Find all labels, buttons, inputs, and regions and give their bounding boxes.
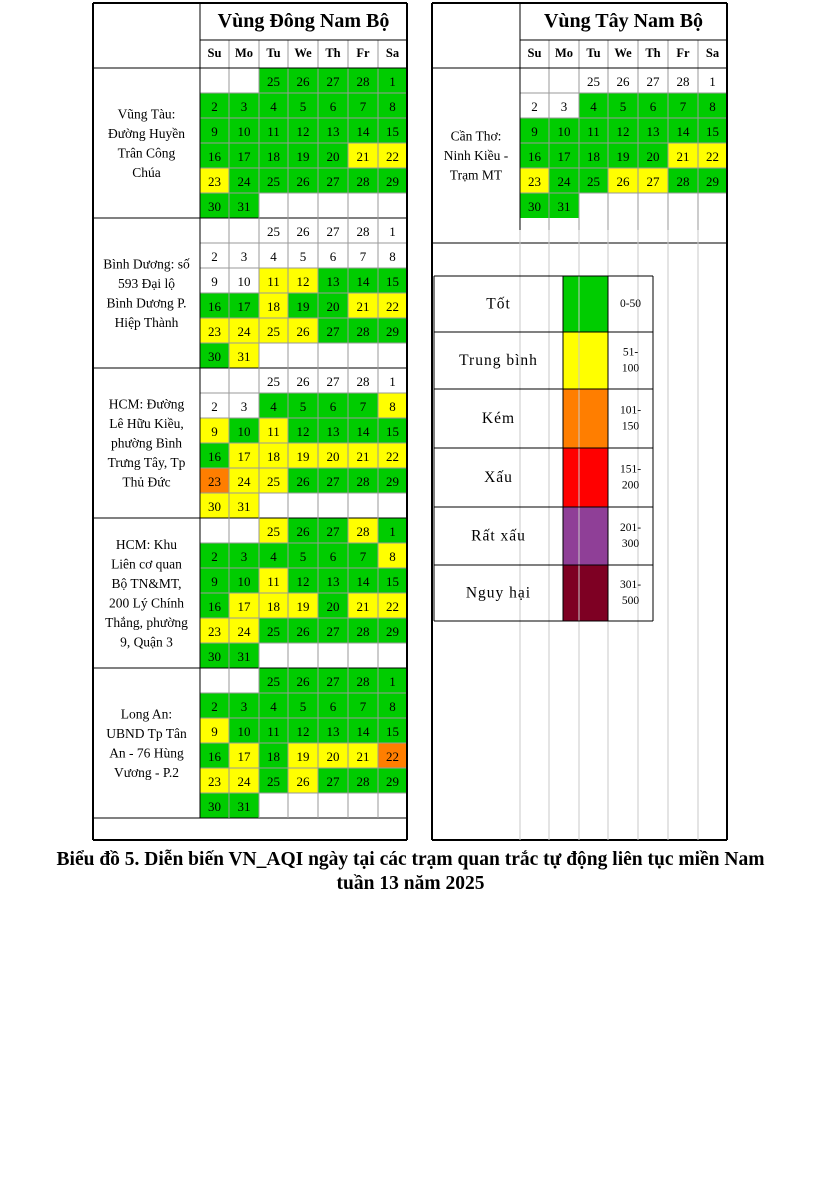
legend-range-part: 51-: [622, 346, 639, 359]
day-number: 23: [208, 624, 221, 639]
station-name-line: Thủ Đức: [122, 474, 171, 490]
day-number: 3: [240, 399, 248, 414]
day-number: 2: [211, 99, 218, 114]
region-title: Vùng Đông Nam Bộ: [217, 10, 390, 32]
day-number: 23: [528, 174, 541, 189]
day-number: 6: [329, 549, 337, 564]
day-number: 30: [208, 349, 221, 364]
legend-range-part: 300: [621, 538, 640, 550]
day-number: 21: [356, 749, 370, 764]
day-number: 17: [237, 149, 251, 164]
day-number: 29: [386, 774, 399, 789]
day-number: 30: [208, 649, 221, 664]
day-number: 31: [557, 199, 571, 214]
day-number: 22: [386, 299, 399, 314]
day-number: 22: [386, 449, 399, 464]
day-number: 15: [386, 574, 399, 589]
day-number: 26: [296, 224, 310, 239]
caption-line-2: tuần 13 năm 2025: [336, 873, 485, 894]
legend-label: Trung bình: [459, 352, 538, 369]
day-number: 11: [587, 124, 600, 139]
day-number: 14: [356, 124, 370, 139]
day-number: 27: [326, 374, 340, 389]
day-number: 3: [560, 99, 568, 114]
day-number: 7: [359, 699, 367, 714]
legend-range-part: 100: [621, 362, 640, 375]
day-number: 23: [208, 324, 221, 339]
day-number: 14: [356, 274, 370, 289]
station-name-line: Cần Thơ:: [450, 128, 502, 144]
day-number: 6: [329, 699, 337, 714]
day-number: 12: [296, 274, 310, 289]
station-name-line: Đường Huyền: [107, 125, 186, 141]
day-number: 10: [237, 124, 251, 139]
day-number: 31: [237, 799, 251, 814]
station-name-line: phường Bình: [110, 435, 183, 451]
day-number: 4: [270, 99, 277, 114]
day-number: 26: [296, 624, 310, 639]
day-number: 10: [237, 274, 251, 289]
day-number: 17: [237, 449, 251, 464]
day-number: 25: [587, 174, 600, 189]
day-number: 26: [296, 324, 310, 339]
day-number: 26: [296, 74, 310, 89]
day-number: 23: [208, 174, 221, 189]
station-name-line: Trạm MT: [449, 167, 503, 183]
weekday-label: Tu: [586, 46, 601, 60]
day-number: 16: [208, 149, 221, 164]
day-number: 13: [326, 124, 340, 139]
day-number: 31: [237, 499, 251, 514]
day-number: 1: [389, 524, 396, 539]
day-number: 20: [326, 149, 340, 164]
weekday-label: Su: [527, 46, 542, 60]
day-number: 25: [587, 74, 600, 89]
day-number: 26: [616, 174, 630, 189]
weekday-label: Su: [207, 46, 222, 60]
legend-range: 0-50: [619, 298, 642, 310]
day-number: 16: [208, 299, 221, 314]
day-number: 1: [389, 374, 396, 389]
day-number: 7: [679, 99, 687, 114]
day-number: 4: [590, 99, 597, 114]
weekday-label: Fr: [676, 46, 690, 60]
day-number: 28: [356, 324, 370, 339]
station-name-line: 200 Lý Chính: [108, 595, 185, 611]
legend-range-part: 201-: [619, 522, 642, 534]
weekday-label: Tu: [266, 46, 281, 60]
station-name-line: Lê Hữu Kiều,: [109, 416, 184, 431]
day-number: 29: [386, 174, 399, 189]
day-number: 14: [356, 724, 370, 739]
day-number: 31: [237, 649, 251, 664]
legend-label: Rất xấu: [471, 527, 526, 545]
station-name-line: Ninh Kiều -: [443, 148, 509, 163]
day-number: 9: [211, 724, 218, 739]
day-number: 18: [587, 149, 600, 164]
day-number: 19: [616, 149, 630, 164]
day-number: 15: [386, 424, 399, 439]
day-number: 24: [237, 624, 251, 639]
day-number: 10: [237, 724, 251, 739]
day-number: 4: [270, 249, 277, 264]
day-number: 27: [326, 624, 340, 639]
day-number: 6: [649, 99, 657, 114]
day-number: 25: [267, 624, 280, 639]
day-number: 15: [386, 274, 399, 289]
legend-range-part: 200: [621, 479, 640, 492]
day-number: 29: [386, 624, 399, 639]
day-number: 17: [557, 149, 571, 164]
day-number: 28: [356, 474, 370, 489]
day-number: 27: [326, 774, 340, 789]
legend-swatch-moderate: [563, 332, 608, 389]
station-name-line: 593 Đại lộ: [118, 275, 175, 291]
day-number: 17: [237, 749, 251, 764]
day-number: 27: [326, 74, 340, 89]
legend-range-part: 301-: [619, 579, 642, 591]
legend-swatch-bad: [563, 448, 608, 507]
legend-label: Tốt: [486, 295, 511, 313]
day-number: 31: [237, 199, 251, 214]
day-number: 25: [267, 474, 280, 489]
day-number: 28: [356, 774, 370, 789]
day-number: 21: [356, 599, 370, 614]
station-name-line: 9, Quận 3: [120, 634, 173, 650]
day-number: 20: [326, 749, 340, 764]
weekday-label: Mo: [234, 46, 254, 60]
day-number: 6: [329, 99, 337, 114]
day-number: 4: [270, 699, 277, 714]
day-number: 18: [267, 299, 280, 314]
day-number: 13: [326, 724, 340, 739]
day-number: 30: [208, 199, 221, 214]
day-number: 26: [616, 74, 630, 89]
day-number: 26: [296, 774, 310, 789]
day-number: 14: [356, 424, 370, 439]
day-number: 27: [326, 224, 340, 239]
day-number: 8: [389, 399, 396, 414]
day-number: 18: [267, 449, 280, 464]
day-number: 29: [706, 174, 719, 189]
day-number: 25: [267, 774, 280, 789]
weekday-label: Fr: [356, 46, 370, 60]
day-number: 1: [709, 74, 716, 89]
day-number: 2: [211, 399, 218, 414]
day-number: 27: [326, 524, 340, 539]
legend-range-part: 500: [621, 595, 640, 607]
legend-range-part: 150: [621, 420, 640, 433]
day-number: 24: [237, 324, 251, 339]
station-name-line: UBND Tp Tân: [106, 725, 187, 741]
station-name-line: Trân Công: [117, 145, 176, 161]
day-number: 2: [211, 699, 218, 714]
day-number: 21: [356, 299, 370, 314]
day-number: 26: [296, 474, 310, 489]
day-number: 16: [528, 149, 541, 164]
day-number: 8: [389, 99, 396, 114]
day-number: 1: [389, 674, 396, 689]
day-number: 7: [359, 249, 367, 264]
day-number: 22: [386, 599, 399, 614]
legend-range-part: 101-: [619, 404, 642, 417]
day-number: 10: [237, 424, 251, 439]
day-number: 29: [386, 324, 399, 339]
figure-caption: [0, 848, 821, 896]
day-number: 5: [299, 699, 307, 714]
station-name-line: Chúa: [132, 164, 161, 180]
day-number: 2: [531, 99, 538, 114]
day-number: 31: [237, 349, 251, 364]
day-number: 25: [267, 324, 280, 339]
day-number: 18: [267, 749, 280, 764]
day-number: 6: [329, 249, 337, 264]
day-number: 25: [267, 674, 280, 689]
day-number: 24: [237, 174, 251, 189]
station-name-line: Vương - P.2: [113, 764, 180, 780]
day-number: 26: [296, 174, 310, 189]
day-number: 2: [211, 549, 218, 564]
day-number: 11: [267, 424, 280, 439]
station-name-line: HCM: Đường: [108, 396, 185, 412]
day-number: 12: [296, 424, 310, 439]
day-number: 25: [267, 524, 280, 539]
day-number: 9: [531, 124, 538, 139]
day-number: 22: [386, 749, 399, 764]
day-number: 19: [296, 749, 310, 764]
day-number: 28: [356, 674, 370, 689]
station-name-line: Liên cơ quan: [111, 556, 182, 572]
day-number: 21: [356, 149, 370, 164]
day-number: 10: [237, 574, 251, 589]
station-name-line: Vũng Tàu:: [117, 106, 176, 122]
day-number: 11: [267, 724, 280, 739]
day-number: 14: [676, 124, 690, 139]
legend-label: Xấu: [484, 469, 513, 486]
region-title: Vùng Tây Nam Bộ: [543, 10, 704, 32]
day-number: 5: [299, 99, 307, 114]
weekday-label: We: [294, 46, 312, 60]
day-number: 5: [619, 99, 627, 114]
day-number: 20: [326, 449, 340, 464]
day-number: 21: [356, 449, 370, 464]
day-number: 12: [296, 574, 310, 589]
station-name-line: Bình Dương: số: [103, 256, 190, 272]
day-number: 16: [208, 599, 221, 614]
day-number: 8: [389, 249, 396, 264]
day-number: 16: [208, 449, 221, 464]
day-number: 25: [267, 224, 280, 239]
day-number: 12: [296, 724, 310, 739]
station-name-line: Thắng, phường: [105, 614, 188, 630]
day-number: 3: [240, 249, 248, 264]
day-number: 24: [237, 474, 251, 489]
legend-swatch-very_bad: [563, 507, 608, 565]
day-number: 18: [267, 149, 280, 164]
day-number: 28: [676, 174, 690, 189]
day-number: 23: [208, 474, 221, 489]
day-number: 9: [211, 424, 218, 439]
day-number: 15: [706, 124, 719, 139]
day-number: 8: [709, 99, 716, 114]
station-name-line: Trưng Tây, Tp: [107, 455, 186, 470]
calendar-texts: [103, 10, 720, 814]
legend-swatch-poor: [563, 389, 608, 448]
day-number: 19: [296, 599, 310, 614]
day-number: 13: [326, 274, 340, 289]
day-number: 20: [326, 299, 340, 314]
day-number: 25: [267, 374, 280, 389]
day-number: 15: [386, 124, 399, 139]
weekday-label: Th: [645, 46, 661, 60]
day-number: 10: [557, 124, 571, 139]
day-number: 28: [356, 524, 370, 539]
day-number: 13: [646, 124, 660, 139]
day-number: 15: [386, 724, 399, 739]
day-number: 12: [296, 124, 310, 139]
station-name-line: Hiệp Thành: [114, 314, 179, 330]
day-number: 2: [211, 249, 218, 264]
day-number: 1: [389, 74, 396, 89]
day-number: 19: [296, 149, 310, 164]
day-number: 26: [296, 674, 310, 689]
day-number: 1: [389, 224, 396, 239]
day-number: 30: [208, 499, 221, 514]
weekday-label: Mo: [554, 46, 574, 60]
day-number: 19: [296, 299, 310, 314]
day-number: 24: [557, 174, 571, 189]
station-name-line: Bình Dương P.: [106, 295, 187, 311]
weekday-label: Sa: [705, 46, 720, 60]
day-number: 21: [676, 149, 690, 164]
day-number: 3: [240, 549, 248, 564]
weekday-label: Th: [325, 46, 341, 60]
day-number: 7: [359, 549, 367, 564]
day-number: 12: [616, 124, 630, 139]
day-number: 30: [208, 799, 221, 814]
day-number: 22: [386, 149, 399, 164]
day-number: 17: [237, 599, 251, 614]
day-number: 27: [326, 174, 340, 189]
day-number: 13: [326, 424, 340, 439]
station-name-line: An - 76 Hùng: [109, 745, 184, 761]
legend-swatch-good: [563, 276, 608, 332]
station-name-line: HCM: Khu: [115, 536, 178, 552]
day-number: 19: [296, 449, 310, 464]
weekday-label: We: [614, 46, 632, 60]
weekday-label: Sa: [385, 46, 400, 60]
day-number: 9: [211, 274, 218, 289]
day-number: 5: [299, 549, 307, 564]
day-number: 27: [646, 174, 660, 189]
day-number: 16: [208, 749, 221, 764]
day-number: 7: [359, 99, 367, 114]
legend-label: Kém: [481, 410, 516, 427]
day-number: 27: [646, 74, 660, 89]
day-number: 28: [356, 624, 370, 639]
day-number: 23: [208, 774, 221, 789]
day-number: 8: [389, 549, 396, 564]
legend-swatch-hazardous: [563, 565, 608, 621]
day-number: 8: [389, 699, 396, 714]
day-number: 11: [267, 274, 280, 289]
day-number: 27: [326, 674, 340, 689]
day-number: 5: [299, 249, 307, 264]
day-number: 28: [356, 374, 370, 389]
day-number: 25: [267, 74, 280, 89]
day-number: 22: [706, 149, 719, 164]
day-number: 30: [528, 199, 541, 214]
day-number: 14: [356, 574, 370, 589]
day-number: 11: [267, 574, 280, 589]
day-number: 18: [267, 599, 280, 614]
day-number: 11: [267, 124, 280, 139]
day-number: 20: [326, 599, 340, 614]
day-number: 3: [240, 99, 248, 114]
day-number: 20: [646, 149, 660, 164]
day-number: 28: [676, 74, 690, 89]
day-number: 3: [240, 699, 248, 714]
station-name-line: Bộ TN&MT,: [111, 575, 182, 591]
day-number: 4: [270, 399, 277, 414]
day-number: 9: [211, 124, 218, 139]
day-number: 27: [326, 474, 340, 489]
day-number: 6: [329, 399, 337, 414]
legend-label: Nguy hại: [465, 584, 532, 602]
day-number: 13: [326, 574, 340, 589]
caption-line-1: Biểu đồ 5. Diễn biến VN_AQI ngày tại các trạm quan trắc tự động liên tục miền Nam: [56, 849, 765, 870]
station-name-line: Long An:: [120, 706, 173, 722]
day-number: 4: [270, 549, 277, 564]
day-number: 17: [237, 299, 251, 314]
day-number: 28: [356, 174, 370, 189]
day-number: 24: [237, 774, 251, 789]
day-number: 5: [299, 399, 307, 414]
day-number: 27: [326, 324, 340, 339]
day-number: 26: [296, 524, 310, 539]
day-number: 28: [356, 224, 370, 239]
day-number: 7: [359, 399, 367, 414]
day-number: 28: [356, 74, 370, 89]
day-number: 25: [267, 174, 280, 189]
day-number: 29: [386, 474, 399, 489]
day-number: 26: [296, 374, 310, 389]
legend-range-part: 151-: [619, 463, 642, 476]
day-number: 9: [211, 574, 218, 589]
